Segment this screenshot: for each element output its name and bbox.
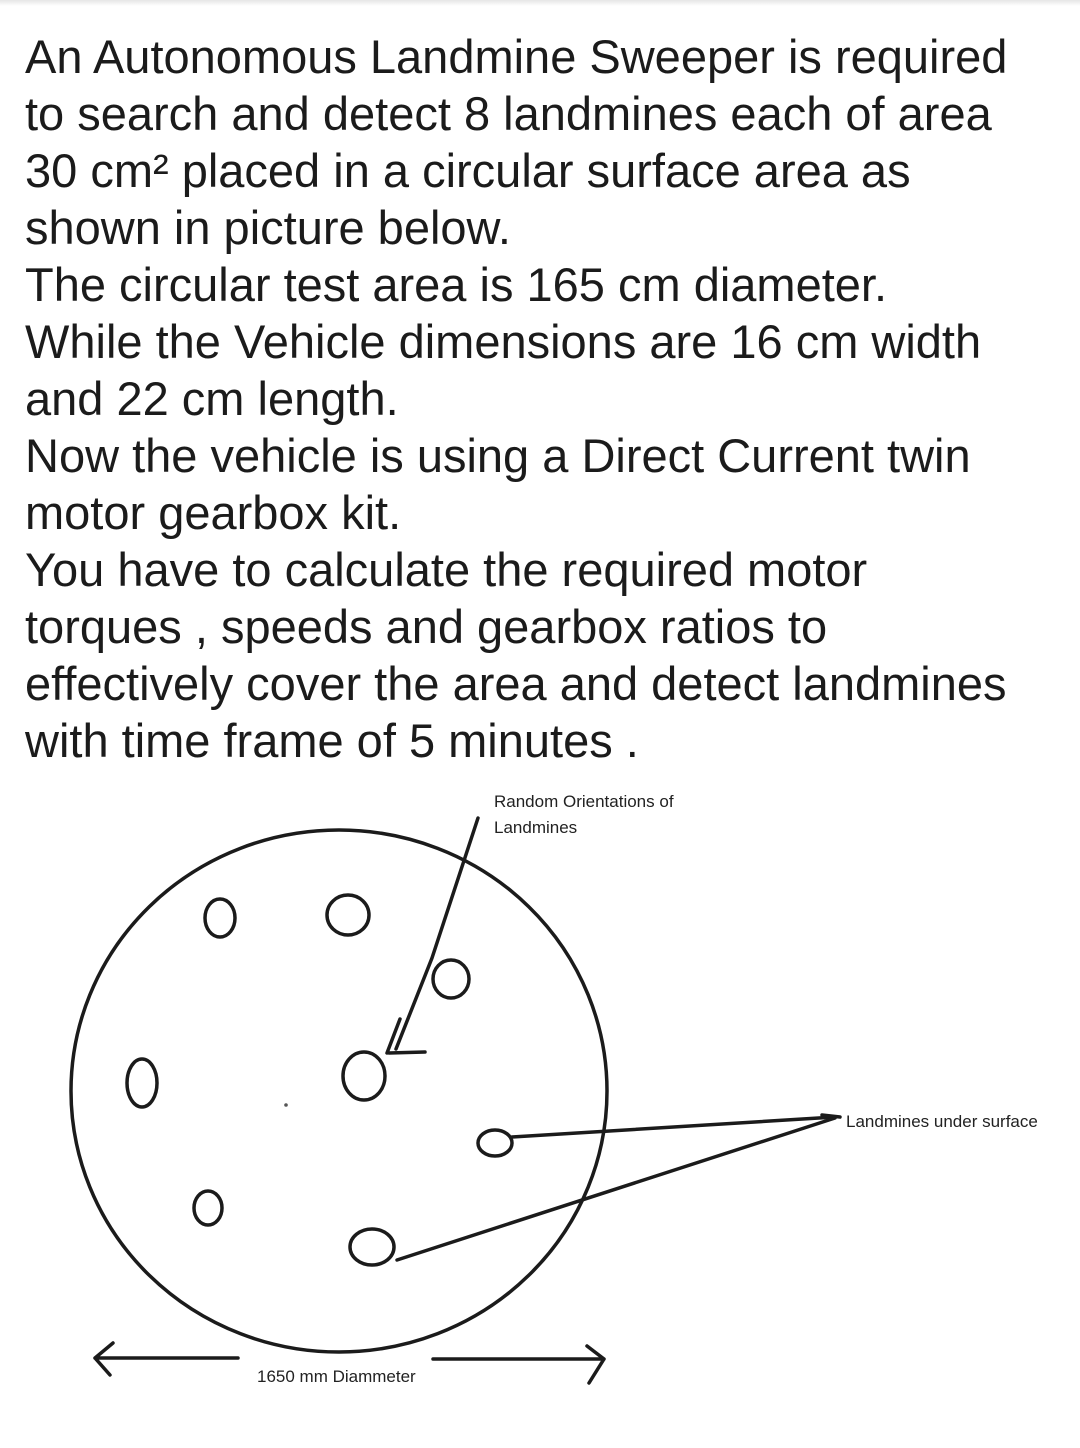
landmine: [327, 895, 369, 935]
problem-line: with time frame of 5 minutes .: [25, 714, 639, 767]
under-surface-leader-bottom: [397, 1118, 835, 1260]
problem-statement: [25, 28, 1070, 769]
diameter-arrow-left: [95, 1343, 238, 1375]
center-dot: [284, 1103, 288, 1107]
landmine: [194, 1191, 222, 1225]
problem-line: to search and detect 8 landmines each of area: [25, 87, 992, 140]
landmine: [478, 1130, 512, 1156]
problem-line: and 22 cm length.: [25, 372, 399, 425]
problem-line: Now the vehicle is using a Direct Current twin: [25, 429, 971, 482]
top-strip: [0, 0, 1080, 6]
orientation-label-line1: Random Orientations of: [494, 792, 674, 811]
problem-line: motor gearbox kit.: [25, 486, 402, 539]
problem-line: effectively cover the area and detect landmines: [25, 657, 1007, 710]
orientation-pointer-line: [396, 818, 478, 1049]
landmine: [433, 960, 469, 998]
landmine: [350, 1229, 394, 1265]
leader-tip: [822, 1115, 840, 1117]
problem-line: An Autonomous Landmine Sweeper is required: [25, 30, 1008, 83]
landmine: [127, 1059, 157, 1107]
under-surface-label: Landmines under surface: [846, 1112, 1038, 1131]
problem-line: torques , speeds and gearbox ratios to: [25, 600, 828, 653]
problem-line: 30 cm² placed in a circular surface area as: [25, 144, 911, 197]
problem-line: shown in picture below.: [25, 201, 511, 254]
orientation-label-line2: Landmines: [494, 818, 578, 837]
diameter-arrow-right: [433, 1346, 604, 1383]
problem-line: While the Vehicle dimensions are 16 cm width: [25, 315, 982, 368]
problem-line: The circular test area is 165 cm diameter.: [25, 258, 888, 311]
diameter-label: 1650 mm Diammeter: [257, 1367, 416, 1386]
test-area-circle: [71, 830, 607, 1352]
landmine-diagram: [0, 770, 1080, 1430]
problem-line: You have to calculate the required motor: [25, 543, 868, 596]
landmine: [205, 899, 235, 937]
landmine: [343, 1052, 385, 1100]
